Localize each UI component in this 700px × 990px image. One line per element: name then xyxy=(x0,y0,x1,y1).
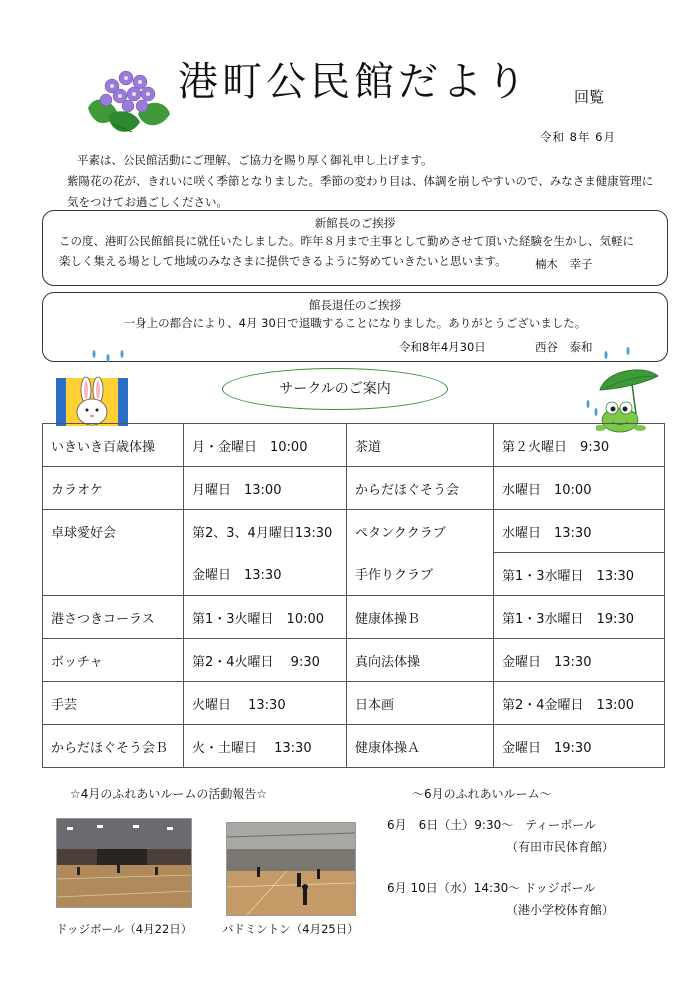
table-row xyxy=(43,467,665,510)
table-row xyxy=(43,424,665,467)
event-line: 6月 10日（水）14:30～ ドッジボール xyxy=(387,881,596,895)
kairan-label: 回覧 xyxy=(574,88,605,106)
fureai-room-heading: ～6月のふれあいルーム～ xyxy=(412,787,552,801)
circle-time: 第2・4火曜日 9:30 xyxy=(184,639,347,682)
circle-time: 火曜日 13:30 xyxy=(184,682,347,725)
circle-name: からだほぐそう会 xyxy=(347,467,494,510)
circle-name: 卓球愛好会 xyxy=(43,510,184,596)
retire-greeting xyxy=(42,292,668,362)
raindrop-icon xyxy=(600,345,640,365)
table-row xyxy=(43,510,665,553)
circle-time: 第２火曜日 9:30 xyxy=(494,424,665,467)
circle-time: 第1・3水曜日 19:30 xyxy=(494,596,665,639)
badminton-photo xyxy=(226,822,356,916)
circle-name: 茶道 xyxy=(347,424,494,467)
retire-signature: 西谷 泰和 xyxy=(535,340,593,354)
intro-line: 紫陽花の花が、きれいに咲く季節となりました。季節の変わり目は、体調を崩しやすいので、みなさま健康管理に xyxy=(67,174,654,188)
table-row xyxy=(43,639,665,682)
circle-name: 真向法体操 xyxy=(347,639,494,682)
retire-line: 一身上の都合により、4月 30日で退職することになりました。ありがとうございました。 xyxy=(123,316,587,330)
greeting-signature: 楠木 幸子 xyxy=(535,257,593,271)
circle-time: 金曜日 13:30 xyxy=(494,639,665,682)
circle-guide-heading: サークルのご案内 xyxy=(222,368,448,410)
circle-name: 健康体操Ｂ xyxy=(347,596,494,639)
issue-date: 令和 8年 6月 xyxy=(540,130,616,144)
circle-name: 健康体操Ａ xyxy=(347,725,494,768)
table-row xyxy=(43,725,665,768)
circle-time: 月・金曜日 10:00 xyxy=(184,424,347,467)
table-row xyxy=(43,596,665,639)
circle-time: 水曜日 10:00 xyxy=(494,467,665,510)
circle-time: 第1・3火曜日 10:00 xyxy=(184,596,347,639)
new-director-greeting xyxy=(42,210,668,286)
circle-name: ペタンククラブ xyxy=(347,510,494,553)
raindrop-icon xyxy=(582,398,602,418)
circle-schedule-table xyxy=(42,423,665,768)
retire-date: 令和8年4月30日 xyxy=(399,340,486,354)
photo-caption: バドミントン（4月25日） xyxy=(222,922,359,936)
circle-name: 手作りクラブ xyxy=(347,553,494,596)
circle-time: 金曜日 13:30 xyxy=(184,553,347,596)
circle-time: 第2・4金曜日 13:00 xyxy=(494,682,665,725)
retire-heading: 館長退任のご挨拶 xyxy=(309,298,401,312)
greeting-heading: 新館長のご挨拶 xyxy=(314,216,396,230)
circle-name: カラオケ xyxy=(43,467,184,510)
greeting-line: この度、港町公民館館長に就任いたしました。昨年８月まで主事として勤めさせて頂いた経験を生かし、気軽に xyxy=(59,234,634,248)
circle-name: ボッチャ xyxy=(43,639,184,682)
intro-line: 気をつけてお過ごしください。 xyxy=(67,195,228,209)
circle-time: 月曜日 13:00 xyxy=(184,467,347,510)
circle-time: 第1・3水曜日 13:30 xyxy=(494,553,665,596)
circle-time: 第2、3、4月曜日13:30 xyxy=(184,510,347,553)
table-row xyxy=(43,682,665,725)
dodgeball-photo xyxy=(56,818,192,908)
event-venue: （有田市民体育館） xyxy=(506,840,615,854)
raindrop-icon xyxy=(90,348,130,368)
circle-name: いきいき百歳体操 xyxy=(43,424,184,467)
circle-name: 港さつきコーラス xyxy=(43,596,184,639)
page-title: 港町公民館だより xyxy=(178,59,530,105)
hydrangea-icon xyxy=(82,64,174,138)
greeting-line: 楽しく集える場として地域のみなさまに提供できるように努めていきたいと思います。 xyxy=(59,254,507,268)
event-venue: （港小学校体育館） xyxy=(506,903,615,917)
circle-time: 火・土曜日 13:30 xyxy=(184,725,347,768)
intro-text xyxy=(55,150,665,213)
event-line: 6月 6日（土）9:30～ ティーボール xyxy=(387,818,597,832)
intro-line: 平素は、公民館活動にご理解、ご協力を賜り厚く御礼申し上げます。 xyxy=(77,153,433,167)
circle-time: 金曜日 19:30 xyxy=(494,725,665,768)
photo-caption: ドッジボール（4月22日） xyxy=(56,922,193,936)
circle-name: 手芸 xyxy=(43,682,184,725)
rabbit-icon xyxy=(56,376,128,426)
circle-name: 日本画 xyxy=(347,682,494,725)
circle-time: 水曜日 13:30 xyxy=(494,510,665,553)
activity-report-heading: ☆4月のふれあいルームの活動報告☆ xyxy=(70,787,268,801)
circle-name: からだほぐそう会Ｂ xyxy=(43,725,184,768)
